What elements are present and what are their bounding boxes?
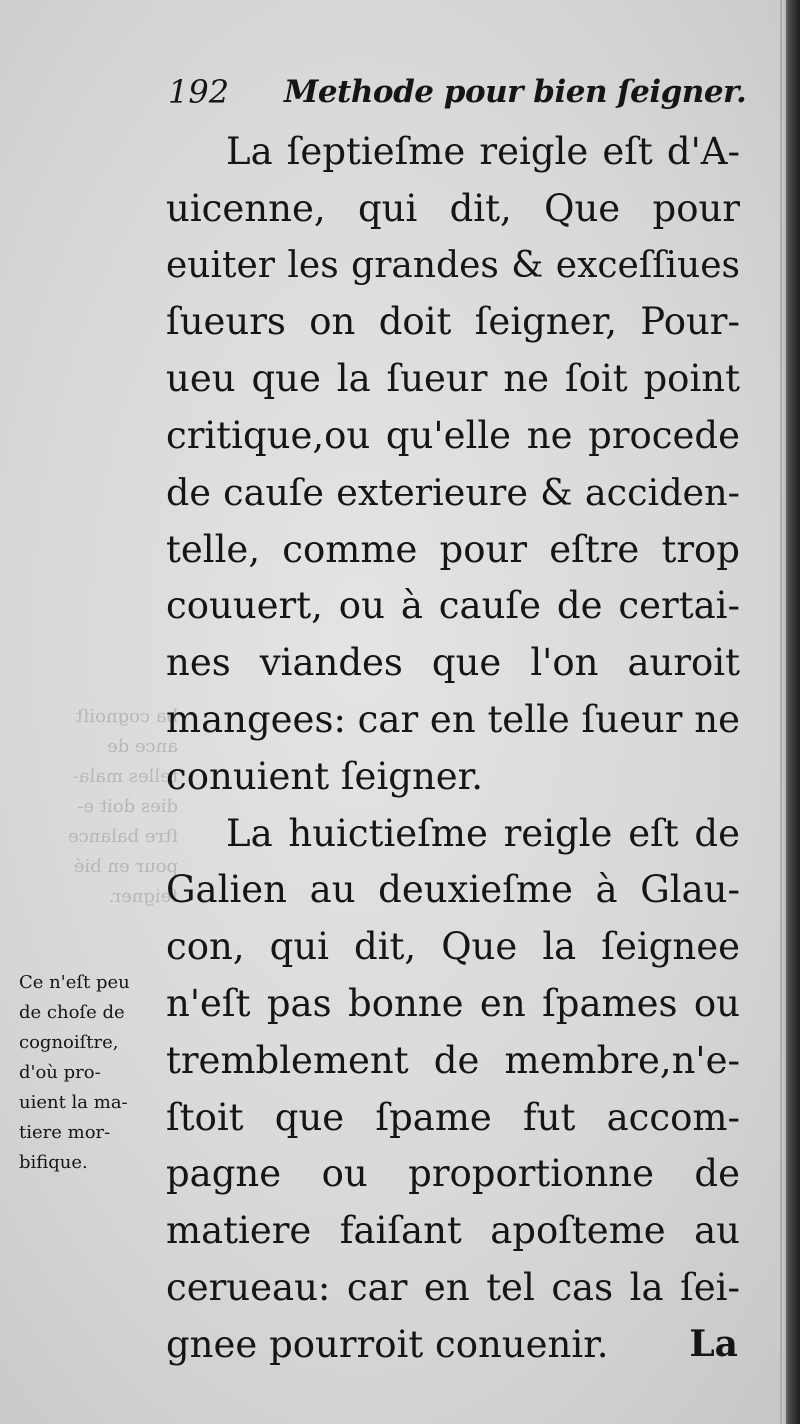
- marginal-note-line: Ce n'eſt peu: [19, 972, 130, 993]
- text-line: Galien au deuxieſme à Glau-: [166, 868, 740, 912]
- marginal-note-line: tiere mor-: [19, 1122, 111, 1143]
- running-head: Methode pour bien ſeigner.: [284, 74, 747, 110]
- page-edge-highlight: [782, 0, 786, 1424]
- bleed-through-line: telles mala-: [72, 766, 178, 787]
- text-line: uicenne, qui dit, Que pour: [166, 186, 740, 230]
- text-line: pagne ou proportionne de: [166, 1152, 740, 1196]
- bleed-through-line: pour en bié: [73, 856, 178, 877]
- text-line: La huictieſme reigle eſt de: [226, 811, 740, 855]
- bleed-through-line: dies doit e-: [77, 796, 178, 817]
- catchword: La: [689, 1323, 738, 1365]
- bleed-through-line: ſeigner.: [108, 886, 178, 907]
- text-line: nes viandes que l'on auroit: [166, 641, 740, 685]
- marginal-note-line: cognoiſtre,: [19, 1032, 119, 1053]
- text-line: tremblement de membre,n'e-: [166, 1038, 740, 1082]
- text-line: ueu que la ſueur ne ſoit point: [166, 357, 740, 401]
- marginal-note: [19, 968, 169, 1178]
- marginal-note-line: d'où pro-: [19, 1062, 101, 1083]
- text-line: matiere faiſant apoſteme au: [166, 1209, 740, 1253]
- text-line: euiter les grandes & exceſſiues: [166, 244, 740, 286]
- text-line: La ſeptieſme reigle eſt d'A-: [226, 130, 740, 173]
- page-header: [168, 72, 747, 112]
- text-line: con, qui dit, Que la ſeignee: [166, 925, 740, 969]
- text-line: ſueurs on doit ſeigner, Pour-: [166, 300, 740, 344]
- text-line: mangees: car en telle ſueur ne: [166, 697, 740, 741]
- text-line: critique,ou qu'elle ne procede: [166, 413, 740, 457]
- text-line: cerueau: car en tel cas la ſei-: [166, 1265, 740, 1309]
- text-line: n'eſt pas bonne en ſpames ou: [166, 981, 740, 1025]
- text-line: gnee pourroit conuenir.: [166, 1322, 609, 1366]
- marginal-note-line: bifique.: [19, 1152, 88, 1173]
- bleed-through-note: [28, 702, 178, 912]
- bleed-through-line: ſtre balance: [68, 826, 178, 847]
- text-line: de cauſe exterieure & acciden-: [166, 470, 740, 514]
- text-line: ſtoit que ſpame fut accom-: [166, 1095, 740, 1139]
- text-line: conuient ſeigner.: [166, 754, 484, 798]
- text-line: telle, comme pour eſtre trop: [166, 527, 740, 571]
- text-line: couuert, ou à cauſe de certai-: [166, 584, 740, 628]
- marginal-note-line: de choſe de: [19, 1002, 125, 1023]
- body-text: [166, 124, 740, 1374]
- marginal-note-line: uient la ma-: [19, 1092, 128, 1113]
- bleed-through-line: ba cognoiſt: [75, 706, 178, 727]
- page-number: 192: [168, 73, 230, 111]
- bleed-through-line: ance de: [107, 736, 178, 757]
